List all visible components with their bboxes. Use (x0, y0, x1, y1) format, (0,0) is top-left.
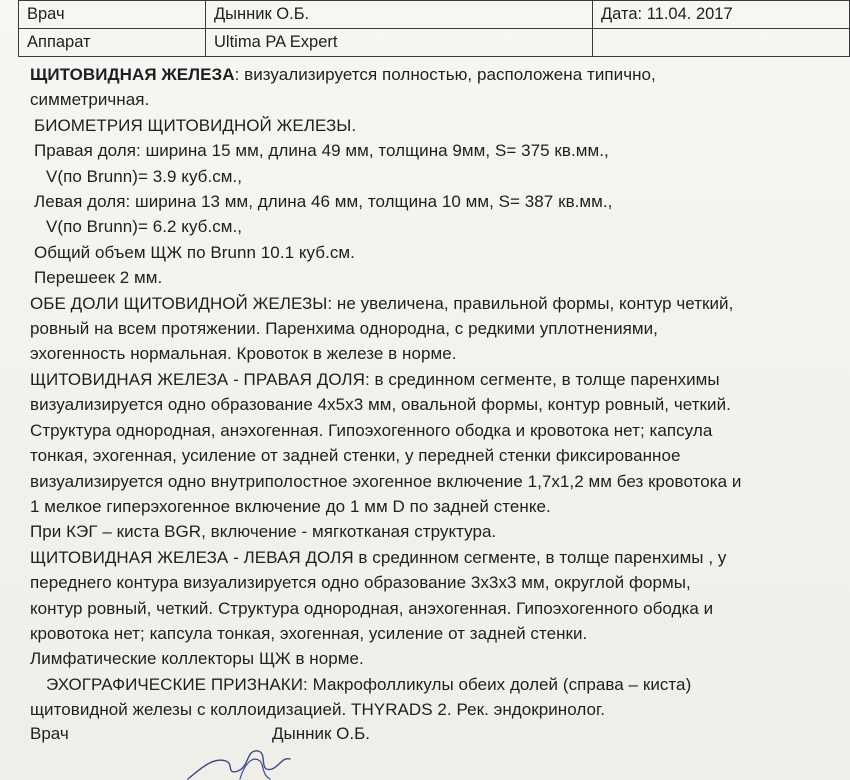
report-line: кровотока нет; капсула тонкая, эхогенная, усиление от задней стенки. (30, 623, 588, 643)
biometry-heading: БИОМЕТРИЯ ЩИТОВИДНОЙ ЖЕЛЕЗЫ. (34, 115, 357, 135)
report-line: контур ровный, четкий. Структура однородная, анэхогенная. Гипоэхогенного ободка и (30, 598, 714, 618)
conclusion-text: щитовидной железы с коллоидизацией. THYRADS 2. Рек. эндокринолог. (30, 700, 605, 720)
report-line: Лимфатические коллекторы ЩЖ в норме. (30, 649, 364, 669)
right-lobe-volume: V(по Brunn)= 3.9 куб.см., (46, 166, 243, 186)
report-line: ровный на всем протяжении. Паренхима однородна, с редкими уплотнениями, (30, 319, 658, 339)
header-value-device: Ultima PA Expert (206, 29, 593, 57)
header-date: Дата: 11.04. 2017 (593, 1, 850, 29)
report-intro (30, 62, 845, 87)
signature-role: Врач (30, 724, 69, 743)
isthmus: Перешеек 2 мм. (34, 268, 163, 288)
header-table (18, 0, 850, 57)
handwritten-signature-icon (180, 735, 380, 780)
report-line: визуализируется одно образование 4х5х3 мм, овальной формы, контур ровный, четкий. (30, 395, 731, 415)
report-line: эхогенность нормальная. Кровоток в железе в норме. (30, 344, 457, 364)
report-line: ЩИТОВИДНАЯ ЖЕЛЕЗА - ПРАВАЯ ДОЛЯ: в срединном сегменте, в толще паренхимы (30, 369, 720, 389)
report-line: симметричная. (30, 90, 150, 110)
report-line: При КЭГ – киста BGR, включение - мягкотканая структура. (30, 522, 497, 542)
report-line: ЩИТОВИДНАЯ ЖЕЛЕЗА - ЛЕВАЯ ДОЛЯ в срединном сегменте, в толще паренхимы , у (30, 547, 727, 567)
intro-text: : визуализируется полностью, расположена типично, (234, 65, 656, 84)
report-line: Структура однородная, анэхогенная. Гипоэхогенного ободка и кровотока нет; капсула (30, 420, 713, 440)
header-label-doctor: Врач (19, 1, 206, 29)
left-lobe-volume: V(по Brunn)= 6.2 куб.см., (46, 217, 243, 237)
left-lobe-size: Левая доля: ширина 13 мм, длина 46 мм, толщина 10 мм, S= 387 кв.мм., (34, 192, 613, 212)
header-row-device (19, 29, 850, 57)
report-line: визуализируется одно внутриполостное эхогенное включение 1,7х1,2 мм без кровотока и (30, 471, 742, 491)
header-empty-cell (593, 29, 850, 57)
conclusion-heading: ЭХОГРАФИЧЕСКИЕ ПРИЗНАКИ: Макрофолликулы обеих долей (справа – киста) (46, 674, 692, 694)
right-lobe-size: Правая доля: ширина 15 мм, длина 49 мм, толщина 9мм, S= 375 кв.мм., (34, 141, 609, 161)
report-line: переднего контура визуализируется одно образование 3х3х3 мм, округлой формы, (30, 573, 691, 593)
total-volume: Общий объем ЩЖ по Brunn 10.1 куб.см. (34, 242, 355, 262)
section-title-thyroid: ЩИТОВИДНАЯ ЖЕЛЕЗА (30, 65, 235, 84)
header-row-doctor (19, 1, 850, 29)
report-line: 1 мелкое гиперэхогенное включение до 1 мм D по задней стенке. (30, 496, 551, 516)
report-line: тонкая, эхогенная, усиление от задней стенки, у передней стенки фиксированное (30, 446, 681, 466)
report-line: ОБЕ ДОЛИ ЩИТОВИДНОЙ ЖЕЛЕЗЫ: не увеличена, правильной формы, контур четкий, (30, 293, 734, 313)
report-body (30, 62, 845, 723)
header-label-device: Аппарат (19, 29, 206, 57)
header-value-doctor: Дынник О.Б. (206, 1, 593, 29)
signature-name: Дынник О.Б. (272, 724, 370, 743)
